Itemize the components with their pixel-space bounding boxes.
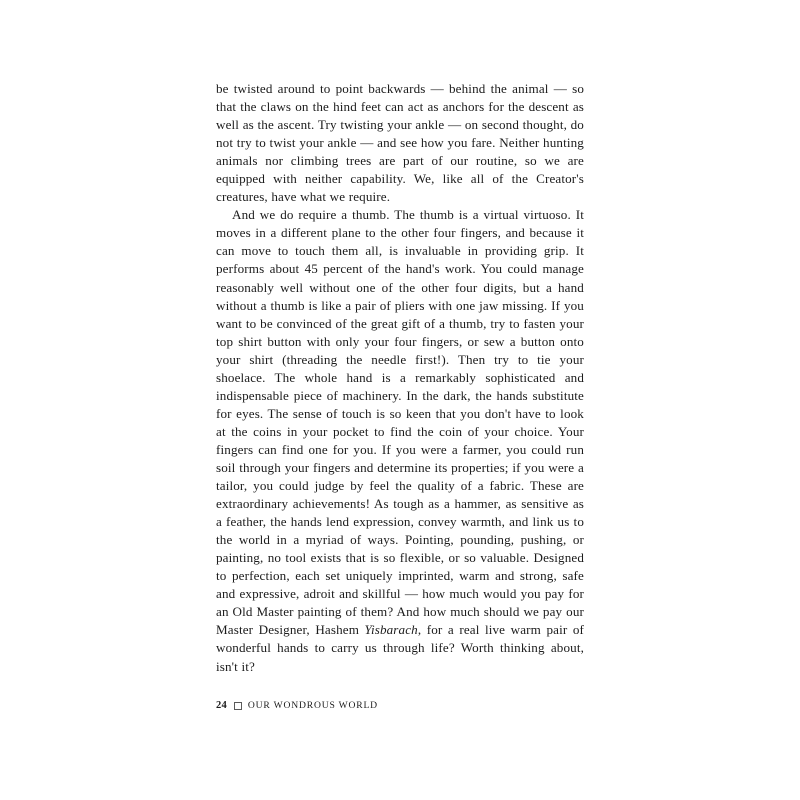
body-paragraph-2 <box>216 206 584 675</box>
paragraph-2-text-after-italic: , for a real live warm pair of wonderful hands to carry us through life? Worth thinking about, isn't it? <box>216 622 584 674</box>
body-paragraph-1: be twisted around to point backwards — behind the animal — so that the claws on the hind feet can act as anchors for the descent as well as the ascent. Try twisting your ankle — on second thought, do not try to twist your ankle — and see how you fare. Neither hunting animals nor climbing trees are part of our routine, so we are equipped with neither capability. We, like all of the Creator's creatures, have what we require. <box>216 81 584 205</box>
page-footer <box>216 700 378 711</box>
hollow-square-icon <box>234 702 242 710</box>
hebrew-term-yisbarach: Yisbarach <box>364 622 418 638</box>
text-column <box>216 80 584 676</box>
page-number: 24 <box>216 700 227 711</box>
paragraph-2-text-before-italic: And we do require a thumb. The thumb is a virtual virtuoso. It moves in a different plane to the other four fingers, and because it can move to touch them all, is invaluable in providing grip. It performs about 45 percent of the hand's work. You could manage reasonably well without one of the other four digits, but a hand without a thumb is like a pair of pliers with one jaw missing. If you want to be convinced of the great gift of a thumb, try to fasten your top shirt button with only your four fingers, or sew a button onto your shirt (threading the needle first!). Then try to tie your shoelace. The whole hand is a remarkably sophisticated and indispensable piece of machinery. In the dark, the hands substitute for eyes. The sense of touch is so keen that you don't have to look at the coins in your pocket to find the coin of your choice. Your fingers can find one for you. If you were a farmer, you could run soil through your fingers and determine its properties; if you were a tailor, you could judge by feel the quality of a fabric. These are extraordinary achievements! As tough as a hammer, as sensitive as a feather, the hands lend expression, convey warmth, and link us to the world in a myriad of ways. Pointing, pounding, pushing, or painting, no tool exists that is so flexible, or so valuable. Designed to perfection, each set uniquely imprinted, warm and strong, safe and expressive, adroit and skillful — how much would you pay for an Old Master painting of them? And how much should we pay our Master Designer, Hashem <box>216 207 584 638</box>
running-head-title: OUR WONDROUS WORLD <box>247 700 378 711</box>
